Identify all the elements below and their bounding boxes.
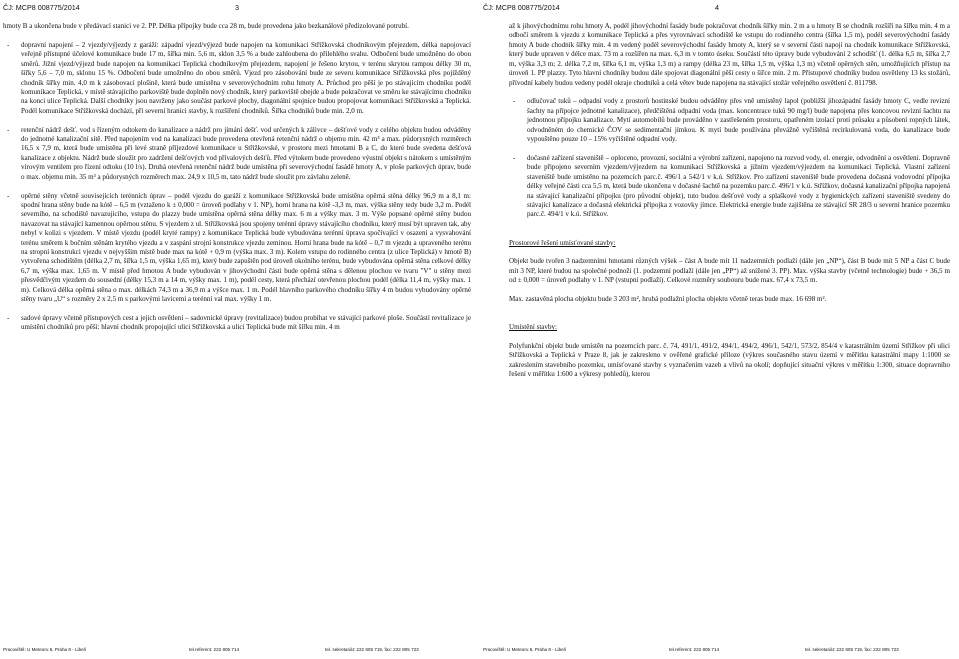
section-heading-location: Umístění stavby: bbox=[509, 323, 557, 332]
page-number: 3 bbox=[235, 3, 239, 12]
footer-tel: tel.referent: 222 805 714 bbox=[189, 647, 240, 652]
paragraph: až k jihovýchodnímu rohu hmoty A, podél jihovýchodní fasády bude pokračovat chodník šířky min. 2 m a u hmoty B se chodník rozšíří na šířku min. 4 m a odbočí směrem k vjezdu z komunikace Teplická a přes vyrovnávací schodiště ke vstupu do rodinného centra (šířka 1,5 m), podél severovýchodní fasády hmoty A bude chodník šířky min. 4 m vedený podél severovýchodní fasády hmoty A, který se v severní části napojí na chodník komunikace Střížkovská, který bude upraven v délce max. 73 m a rozšířen na max. 6,3 m v tomto úseku. Součástí této úpravy bude vybudování 2 schodišť (1. délka 6,5 m, šířka 2,7 m, výška 3,3 m; 2. délka 7,2 m, šířka 6,1 m, výška 1,3 m) a rampy (délka 23 m, šířka 1,5 m, výška 1,3 m) včetně opěrných stěn, umožňujících přístup na úroveň 1. PP plazzy. Tyto hlavní chodníky budou dále spojovat diagonální pěší cesty o šířce min. 2 m. Přístupové chodníky budou osvětleny 13 ks stožárů, přívodní kabely budou vedeny podél okraje chodníků a celá větev bude napojena na stávající stožár veřejného osvětlení č. 811798. bbox=[509, 22, 950, 87]
footer-tel: tel.referent: 222 805 714 bbox=[669, 647, 720, 652]
page-body bbox=[509, 22, 950, 380]
list-item-text: dočasné zařízení staveniště – oploceno, provozní, sociální a výrobní zařízení, napojeno na rozvod vody, el. energie, odvodnění a osvětlení. Dopravně bude připojeno severním vjezdem/výjezdem na komunikaci Střížkovská a jižním vjezdem/výjezdem na komunikaci Teplická. Vlastní zařízení staveniště bude umístěno na pozemcích parc.č. 496/1 a 542/1 v k.ú. Střížkov. Pro zařízení staveniště bude provedena dočasná vodovodní přípojka délky veřejné části cca 5,5 m, která bude ukončena v dočasné šachtě na pozemku parc.č. 496/1 v k.ú. Střížkov, dočasná kanalizační přípojka napojená na stávající kanalizační přípojku (pro původní objekt), tuto budou dešťové vody a splaškové vody z hygienických zařízení staveniště svedeny do stávající kanalizace a dočasná elektrická přípojka z vozovky jímce. Elektrická energie bude zajištěna ze stávající SR 28/3 u severní hranice pozemku parc.č. 494/1 v k.ú. Střížkov. bbox=[527, 153, 950, 219]
list-item-text: opěrné stěny včetně souvisejících terénních úprav – podél vjezdu do garáží z komunikace Střížkovská bude umístěna opěrná stěna délky 96,9 m a 8,1 m: spodní hrana stěny bude na kótě – 6,5 m (vztaženo k ± 0,000 = úroveň podlahy v 1. NP), horní hrana na kótě -3,3 m, max. výška stěny tedy bude 3,2 m. Podél severního, na schodiště navazujícího, vstupu do plazzy bude umístěna opěrná stěna délky max. 6 m a výšky max. 3 m. Výše popsané opěrné stěny budou navazovat na stávající kamennou opěrnou stěnu. S vjezdem z ul. Střížkovská jsou spojeny terénní úpravy stávajícího chodníku, který musí být upraven tak, aby nebyl v kolizi s vjezdem. V místě vjezdu (podél kryté rampy) z komunikace Teplická bude vybudována terénní úprava spočívající v osazení a vysvahování terénu směrem k bočním stěnám krytého vjezdu a v zaspání strojní konstrukce vjezdu zeminou. Horní hrana bude na kótě – 0,7 m vjezdu a upraveného terénu na stropní konstrukci vjezdu v nejvyšším místě bude max na kótě + 0,9 m (výška max. 3 m). Kolem vstupu do rodinného centra (z ulice Teplická) v hmotě B) vytvořena schodištěm (délka 2,7 m, šířka 1,5 m, výška 1,65 m), který bude zapuštěn pod úroveň okolního terénu, bude vybudována opěrná stěna celkové délky 6,7 m, výška max. 1,65 m. V místě před hmotou A bude vybudován v jihovýchodní části bude opěrná stěna s dělenou plochou ve tvaru "V" u stěny mezi přesvědčivým vjezdem do sousední (délky 15,3 m a 14 m, výšky max. 1 m), podél cesty, která přechází otevřenou plochou podél (délka 11,4 m, výšky max. 1 m). Celková délka opěrná stěna o max. délkách 74,3 m a 36,9 m a výšce max. 1 m. Podél hlavního parkového chodníku šířky 4 m budou vybudovány opěrné stěny tvaru „U“ s rozměry 2 x 2,5 m s parkovými lavicemi a terénní val max. výšky 1 m. bbox=[21, 191, 471, 304]
list-item-text: odlučovač tuků – odpadní vody z prostorů hostinské budou odváděny přes vně umístěný lapol (pobližší jihozápadní fasády hmoty C, vedle revizní šachty na přípojce jednotné kanalizace), předčištěná odpadní voda (max. koncentrace tuků 90 mg/l) bude napojena přes koncovou revizní šachtu na jednotnou přípojku kanalizace. Mytí automobilů bude prováděno v zastřešeném prostoru, opatřeném izolací proti průsaku a působení ropných látek, odvodněném do chemické ČOV se sedimentační jímkou. K mytí bude používána převážně vyčištěná recirkulovaná voda, do kanalizace bude vypouštěno pouze 10 – 15% vyčištěné odpadní vody. bbox=[527, 97, 950, 144]
list-item-text: sadové úpravy včetně přístupových cest a jejich osvětlení – sadovnické úpravy (revitalizace) budou probíhat ve stávající parkové ploše. Součástí revitalizace je umístění chodníků pro pěší: hlavní chodník propojující ulici Střížkovská a ulici Teplická bude mít šířku min. 4 m bbox=[21, 313, 471, 332]
page-number: 4 bbox=[715, 3, 719, 12]
page-4 bbox=[480, 0, 959, 659]
footer-secretary: tel. sekretariát: 222 805 719, fax: 222 805 723 bbox=[325, 647, 419, 652]
list-item-retaining-walls: - opěrné stěny včetně souvisejících terénních úprav – podél vjezdu do garáží z komunikace Střížkovská bude umístěna opěrná stěna délky 96,9 m a 8,1 m: spodní hrana stěny bude na kótě – 6,5 m (vztaženo k ± 0,000 = úroveň podlahy v 1. NP), horní hrana na kótě -3,3 m, max. výška stěny tedy bude 3,2 m. Podél severního, na schodiště navazujícího, vstupu do plazzy bude umístěna opěrná stěna délky max. 6 m a výšky max. 3 m. Výše popsané opěrné stěny budou navazovat na stávající kamennou opěrnou stěnu. S vjezdem z ul. Střížkovská jsou spojeny terénní úpravy stávajícího chodníku, který musí být upraven tak, aby nebyl v kolizi s vjezdem. V místě vjezdu (podél kryté rampy) z komunikace Teplická bude vybudována terénní úprava spočívající v osazení a vysvahování terénu směrem k bočním stěnám krytého vjezdu a v zaspání strojní konstrukce vjezdu zeminou. Horní hrana bude na kótě – 0,7 m vjezdu a upraveného terénu na stropní konstrukci vjezdu v nejvyšším místě bude max na kótě + 0,9 m (výška max. 3 m). Kolem vstupu do rodinného centra (z ulice Teplická) v hmotě B) vytvořena schodištěm (délka 2,7 m, šířka 1,5 m, výška 1,65 m), který bude zapuštěn pod úroveň okolního terénu, bude vybudována opěrná stěna celkové délky 6,7 m, výška max. 1,65 m. V místě před hmotou A bude vybudován v jihovýchodní části bude opěrná stěna s dělenou plochou ve tvaru "V" u stěny mezi přesvědčivým vjezdem do sousední (délky 15,3 m a 14 m, výšky max. 1 m), podél cesty, která přechází otevřenou plochou podél (délka 11,4 m, výšky max. 1 m). Celková délka opěrná stěna o max. délkách 74,3 m a 36,9 m a výšce max. 1 m. Podél hlavního parkového chodníku šířky 4 m budou vybudovány opěrné stěny tvaru „U“ s rozměry 2 x 2,5 m s parkovými lavicemi a terénní val max. výšky 1 m. bbox=[7, 191, 471, 304]
paragraph: Max. zastavěná plocha objektu bude 3 203 m², hrubá podlažní plocha objektu včetně teras bude max. 16 698 m². bbox=[509, 295, 827, 304]
footer-secretary: tel. sekretariát: 222 805 719, fax: 222 805 723 bbox=[805, 647, 899, 652]
footer-address: Pracoviště: U Meteoru 6, Praha 8 - Libeň bbox=[483, 647, 567, 652]
list-item-retention-tank: - retenční nádrž dešť. vod s řízeným odtokem do kanalizace a nádrž pro jímání dešť. vod určených k zálivce – dešťové vody z celého objektu budou odváděny do jednotné kanalizační sítě. Před napojením vod na kanalizaci bude provedena otevřená retenční nádrž o objemu min. 42 m³ a max. půdorysných rozměrech 16,5 x 7,9 m, která bude umístěna při levé straně příjezdové komunikace u Střížkovské, v prostoru mezi hmotami B a C, do které bude svedena dešťová kanalizace z objektu. Nádrž bude sloužit pro zadržení dešťových vod přívalových dešťů. Před výtokem bude provedeno výustní objekt s nátokem s umístěným vírovým ventilem pro řízení odtoku (10 l/s). Druhá otevřená retenční nádrž bude umístěna při severovýchodní fasádě hmoty A, v ploše parkových úprav, bude o max. objemu min. 35 m³ a půdorysných rozměrech max. 24,9 x 10,5 m, tato nádrž bude sloužit pro závlahu zeleně. bbox=[7, 125, 471, 181]
page-header bbox=[3, 3, 476, 13]
section-heading-spatial: Prostorové řešení umísťované stavby: bbox=[509, 238, 616, 247]
page-footer bbox=[483, 647, 956, 657]
paragraph: Polyfunkční objekt bude umístěn na pozemcích parc. č. 74, 491/1, 491/2, 494/1, 494/2, 496/1, 542/1, 573/2, 854/4 v katastrálním území Střížkov při ulici Střížkovská a Teplická v Praze 8, jak je zakresleno v ověřené grafické příloze (výkres současného stavu území v měřítku katastrální mapy 1:1000 se zakreslením stavebního pozemku, umísťované stavby s vyznačením vazeb a vlivů na okolí; dopňující situační výkres v měřítku 1:300, situace dopravního řešení v měřítku 1:600 a výkresy pohledů), kterou bbox=[509, 342, 950, 379]
document-reference: ČJ: MCP8 008775/2014 bbox=[3, 3, 80, 12]
list-item-grease-separator: - odlučovač tuků – odpadní vody z prostorů hostinské budou odváděny přes vně umístěný lapol (pobližší jihozápadní fasády hmoty C, vedle revizní šachty na přípojce jednotné kanalizace), předčištěná odpadní voda (max. koncentrace tuků 90 mg/l) bude napojena přes koncovou revizní šachtu na jednotnou přípojku kanalizace. Mytí automobilů bude prováděno v zastřešeném prostoru, opatřeném izolací proti průsaku a působení ropných látek, odvodněném do chemické ČOV se sedimentační jímkou. K mytí bude používána převážně vyčištěná recirkulovaná voda, do kanalizace bude vypouštěno pouze 10 – 15% vyčištěné odpadní vody. bbox=[513, 97, 950, 144]
page-footer bbox=[3, 647, 476, 657]
document-reference: ČJ: MCP8 008775/2014 bbox=[483, 3, 560, 12]
paragraph: Objekt bude tvořen 3 nadzemními hmotami různých výšek – část A bude mít 11 nadzemních podlaží (dále jen „NP“), část B bude mít 5 NP a část C bude mít 3 NP, které budou na společné podnoži (1. podzemní podlaží (dále jen „PP“) až snížené 3. PP). Max. výška stavby (včetně technologie) bude + 36,5 m od ± 0,000 = úroveň podlahy v 1. NP (vstupní podlaží). Celkové rozměry soubouru bude max. 67,4 x 73,5 m. bbox=[509, 257, 950, 285]
footer-address: Pracoviště: U Meteoru 6, Praha 8 - Libeň bbox=[3, 647, 87, 652]
page-header bbox=[483, 3, 956, 13]
list-item-text: dopravní napojení – 2 vjezdy/výjezdy z garáží: západní vjezd/výjezd bude napojen na komunikaci Střížkovská chodníkovým přejezdem, délka napojovací veřejně přístupné účelové komunikace bude 17 m, šířka min. 5,6 m, sklon 3,5 % a bude zahloubena do přilehlého svahu. Odbočení bude umožněno do obou směrů. Jižní vjezd/výjezd bude napojen na komunikaci Teplická chodníkovým přejezdem, napojení je řešeno krytou, v terénu skrytou rampou délky 30 m, šířky 5,6 – 7,0 m, sklonu 15 %. Odbočení bude umožněno do obou směrů. Vjezd pro zásobování bude ze severu komunikace Střížkovská přes pojížděný chodník šířky min. 4,0 m k zásobovací plošině, která bude umístěna v severovýchodním rohu hmoty A. Průchod pro pěší je po stávajícím chodníku podél komunikace Teplická, v místě stávajícího parkoviště bude doplněn nový chodník, který parkoviště obejde a bude pokračovat ve směru ke stávajícímu chodníku na konci ulice Teplická. Další chodníky jsou navrženy jako součást parkové plochy, diagonální spojnice budou propojovat komunikaci Střížkovská a Teplická. Podél komunikace Střížkovská dochází, při severní hranici stavby, k rozšíření chodníků. Šířka chodníků bude min. 2,0 m. bbox=[21, 40, 471, 115]
page-body bbox=[3, 22, 471, 333]
list-item-site-facilities: - dočasné zařízení staveniště – oploceno, provozní, sociální a výrobní zařízení, napojeno na rozvod vody, el. energie, odvodnění a osvětlení. Dopravně bude připojeno severním vjezdem/výjezdem na komunikaci Střížkovská a jižním vjezdem/výjezdem na komunikaci Teplická. Vlastní zařízení staveniště bude umístěno na pozemcích parc.č. 496/1 a 542/1 v k.ú. Střížkov. Pro zařízení staveniště bude provedena dočasná vodovodní přípojka délky veřejné části cca 5,5 m, která bude ukončena v dočasné šachtě na pozemku parc.č. 496/1 v k.ú. Střížkov, dočasná kanalizační přípojka napojená na stávající kanalizační přípojku (pro původní objekt), tuto budou dešťové vody a splaškové vody z hygienických zařízení staveniště svedeny do stávající kanalizace a dočasná elektrická přípojka z vozovky jímce. Elektrická energie bude zajištěna ze stávající SR 28/3 u severní hranice pozemku parc.č. 494/1 v k.ú. Střížkov. bbox=[513, 153, 950, 219]
list-item-text: retenční nádrž dešť. vod s řízeným odtokem do kanalizace a nádrž pro jímání dešť. vod určených k zálivce – dešťové vody z celého objektu budou odváděny do jednotné kanalizační sítě. Před napojením vod na kanalizaci bude provedena otevřená retenční nádrž o objemu min. 42 m³ a max. půdorysných rozměrech 16,5 x 7,9 m, která bude umístěna při levé straně příjezdové komunikace u Střížkovské, v prostoru mezi hmotami B a C, do které bude svedena dešťová kanalizace z objektu. Nádrž bude sloužit pro zadržení dešťových vod přívalových dešťů. Před výtokem bude provedeno výustní objekt s nátokem s umístěným vírovým ventilem pro řízení odtoku (10 l/s). Druhá otevřená retenční nádrž bude umístěna při severovýchodní fasádě hmoty A, v ploše parkových úprav, bude o max. objemu min. 35 m³ a půdorysných rozměrech max. 24,9 x 10,5 m, tato nádrž bude sloužit pro závlahu zeleně. bbox=[21, 125, 471, 181]
list-item-traffic: - dopravní napojení – 2 vjezdy/výjezdy z garáží: západní vjezd/výjezd bude napojen na komunikaci Střížkovská chodníkovým přejezdem, délka napojovací veřejně přístupné účelové komunikace bude 17 m, šířka min. 5,6 m, sklon 3,5 % a bude zahloubena do přilehlého svahu. Odbočení bude umožněno do obou směrů. Jižní vjezd/výjezd bude napojen na komunikaci Teplická chodníkovým přejezdem, napojení je řešeno krytou, v terénu skrytou rampou délky 30 m, šířky 5,6 – 7,0 m, sklonu 15 %. Odbočení bude umožněno do obou směrů. Vjezd pro zásobování bude ze severu komunikace Střížkovská přes pojížděný chodník šířky min. 4,0 m k zásobovací plošině, která bude umístěna v severovýchodním rohu hmoty A. Průchod pro pěší je po stávajícím chodníku podél komunikace Teplická, v místě stávajícího parkoviště bude doplněn nový chodník, který parkoviště obejde a bude pokračovat ve směru ke stávajícímu chodníku na konci ulice Teplická. Další chodníky jsou navrženy jako součást parkové plochy, diagonální spojnice budou propojovat komunikaci Střížkovská a Teplická. Podél komunikace Střížkovská dochází, při severní hranici stavby, k rozšíření chodníků. Šířka chodníků bude min. 2,0 m. bbox=[7, 40, 471, 115]
list-item-landscaping: - sadové úpravy včetně přístupových cest a jejich osvětlení – sadovnické úpravy (revitalizace) budou probíhat ve stávající parkové ploše. Součástí revitalizace je umístění chodníků pro pěší: hlavní chodník propojující ulici Střížkovská a ulici Teplická bude mít šířku min. 4 m bbox=[7, 313, 471, 332]
paragraph: hmoty B a ukončena bude v předávací stanici ve 2. PP. Délka přípojky bude cca 28 m, bude provedena jako bezkanálové předizolované potrubí. bbox=[3, 22, 409, 30]
page-3 bbox=[0, 0, 479, 659]
